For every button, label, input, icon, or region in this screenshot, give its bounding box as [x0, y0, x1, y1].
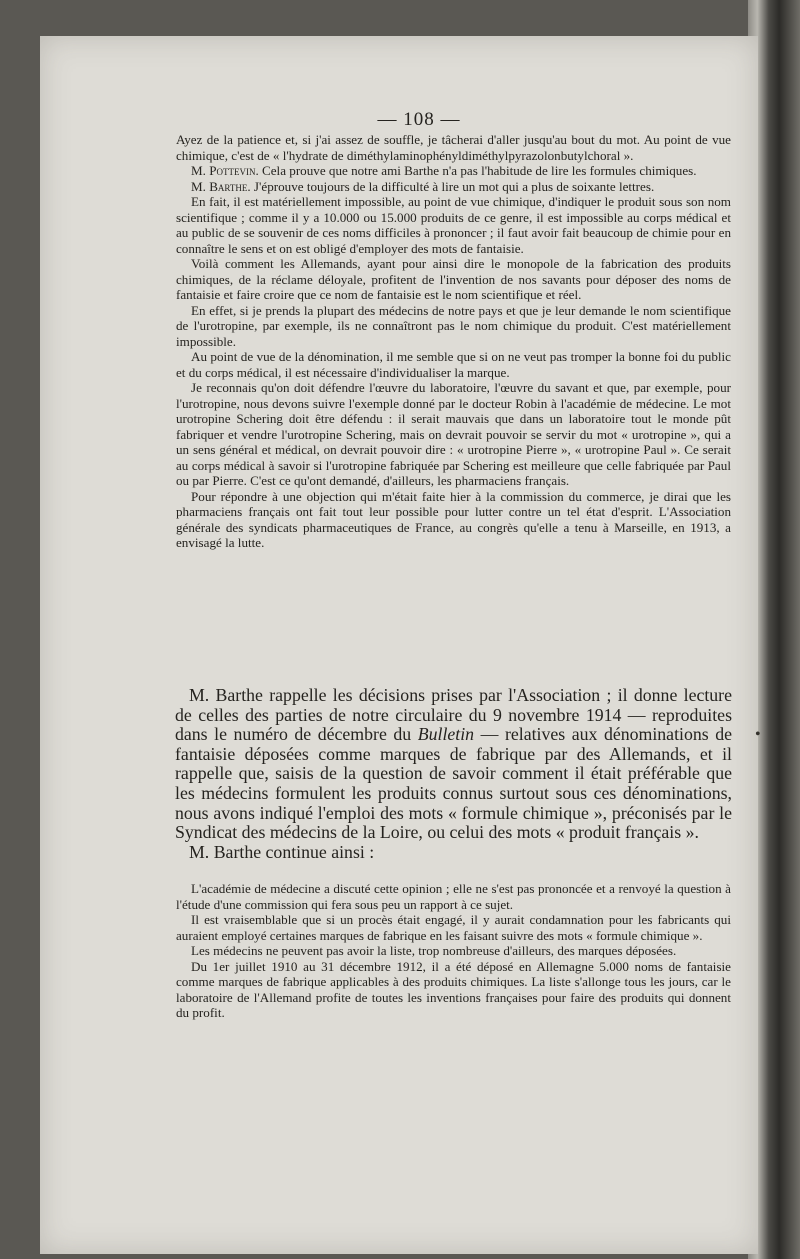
paragraph: M. Barthe continue ainsi : — [189, 841, 375, 862]
speaker-name: M. Barthe. — [191, 178, 251, 194]
paragraph: Du 1er juillet 1910 au 31 décembre 1912, il a été déposé en Allemagne 5.000 noms de fantaisie comme marques de fabrique applicables à des produits chimiques. La liste s'allonge tous les jours, car le laboratoire de l'Allemand profite de toutes les inventions françaises pour faire des produits qui donnent du profit. — [176, 958, 731, 1020]
paragraph: Pour répondre à une objection qui m'était faite hier à la commission du commerce, je dirai que les pharmaciens français ont fait tout leur possible pour lutter contre un tel état d'esprit. L'Association générale des syndicats pharmaceutiques de France, au congrès qu'elle a tenu à Marseille, en 1913, a envisagé la lutte. — [176, 488, 731, 550]
journal-title: Bulletin — [417, 724, 475, 745]
paragraph: Ayez de la patience et, si j'ai assez de souffle, je tâcherai d'aller jusqu'au bout du mot. Au point de vue chimique, c'est de « l'hydrate de diméthylaminophényldiméthylpyrazolonbutylchoral ». — [176, 132, 731, 163]
speech-block-last — [176, 881, 731, 1021]
paragraph: Voilà comment les Allemands, ayant pour ainsi dire le monopole de la fabrication des produits chimiques, de la réclame déloyale, profitent de l'invention de nos savants pour déposer des noms de fantaisie et faire croire que ce nom de fantaisie est le nom scientifique et réel. — [176, 256, 731, 302]
margin-dot: • — [755, 726, 761, 743]
paragraph: M. Barthe. J'éprouve toujours de la difficulté à lire un mot qui a plus de soixante lettres. — [191, 178, 655, 194]
speaker-name: M. Pottevin. — [191, 163, 259, 178]
paragraph: Au point de vue de la dénomination, il me semble que si on ne veut pas tromper la bonne foi du public et du corps médical, il est nécessaire d'individualiser la marque. — [176, 349, 731, 380]
page-number: — 108 — — [377, 109, 461, 130]
summary-block — [175, 686, 732, 862]
paragraph: L'académie de médecine a discuté cette opinion ; elle ne s'est pas prononcée et a renvoyé la question à l'étude d'une commission qui fera sous peu un rapport à ce sujet. — [176, 881, 731, 912]
speech-block-first — [176, 132, 731, 551]
paragraph: Les médecins ne peuvent pas avoir la liste, trop nombreuse d'ailleurs, des marques déposées. — [191, 943, 677, 958]
paragraph: Il est vraisemblable que si un procès était engagé, il y aurait condamnation pour les fabricants qui auraient employé certaines marques de fabrique en les faisant suivre des mots « formule chimique ». — [176, 912, 731, 943]
paragraph: M. Pottevin. Cela prouve que notre ami Barthe n'a pas l'habitude de lire les formules chimiques. — [191, 163, 697, 178]
paragraph: M. Barthe rappelle les décisions prises par l'Association ; il donne lecture de celles des parties de notre circulaire du 9 novembre 1914 — reproduites dans le numéro de décembre du Bulletin — relatives aux dénominations de fantaisie déposées comme marques de fabrique par des Allemands, et il rappelle que, saisis de la question de savoir comment il était préférable que les médecins formulent les produits connus surtout sous ces dénominations, nous avons indiqué l'emploi des mots « formule chimique », préconisés par le Syndicat des médecins de la Loire, ou celui des mots « produit français ». — [175, 685, 732, 843]
book-page — [40, 36, 761, 1254]
paragraph: En effet, si je prends la plupart des médecins de notre pays et que je leur demande le nom scientifique de l'urotropine, par exemple, ils ne connaîtront pas le nom chimique du produit. C'est matériellement impossible. — [176, 302, 731, 349]
paragraph: En fait, il est matériellement impossible, au point de vue chimique, d'indiquer le produit sous son nom scientifique ; comme il y a 10.000 ou 15.000 produits de ce genre, il est impossible au corps médical et au public de se souvenir de ces noms difficiles à prononcer ; il faut avoir fait beaucoup de chimie pour en connaître le sens et on est obligé d'employer des mots de fantaisie. — [176, 194, 731, 256]
paragraph: Je reconnais qu'on doit défendre l'œuvre du laboratoire, l'œuvre du savant et que, par exemple, pour l'urotropine, nous devons suivre l'exemple donné par le docteur Robin à l'académie de médecine. Le mot urotropine Schering doit être défendu : il serait mauvais que dans un laboratoire tout le monde pût fabriquer et vendre l'urotropine Schering, mais on devrait pouvoir se servir du mot « urotropine », qui a un sens général et médical, on devrait pouvoir dire : « urotropine Pierre », « urotropine Paul ». Ce serait au corps médical à savoir si l'urotropine fabriquée par Schering est meilleure que celle fabriquée par Paul ou par Pierre. C'est ce qu'ont demandé, d'ailleurs, les pharmaciens français. — [176, 380, 731, 488]
